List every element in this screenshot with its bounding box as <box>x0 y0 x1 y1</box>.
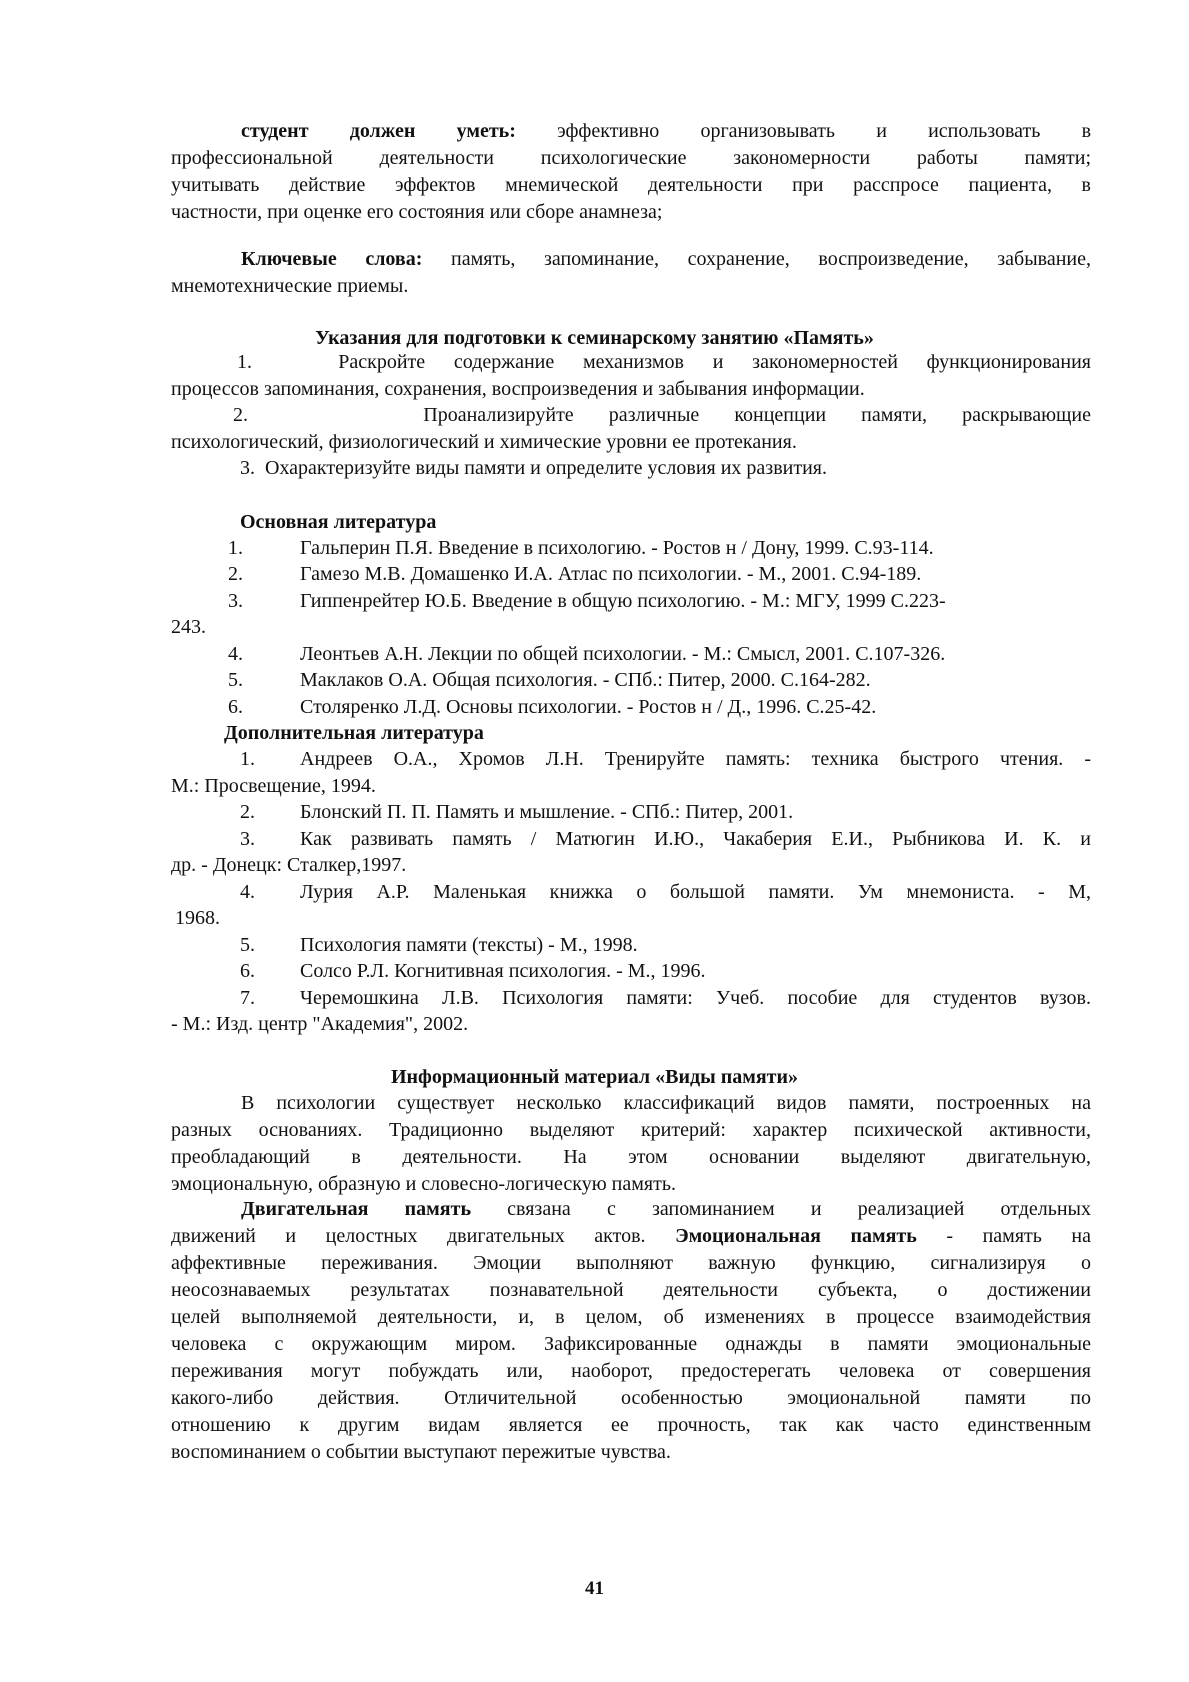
main-lit-number-6: 6. <box>228 696 243 718</box>
seminar-item-3: 3. Охарактеризуйте виды памяти и определите условия их развития. <box>240 457 827 479</box>
keywords-paragraph <box>171 246 1091 300</box>
main-lit-item-4: Леонтьев А.Н. Лекции по общей психологии. - М.: Смысл, 2001. С.107-326. <box>300 643 946 665</box>
extra-literature-heading: Дополнительная литература <box>224 722 484 744</box>
skills-line-1: студент должен уметь: эффективно организовывать и использовать в <box>241 120 1092 142</box>
seminar-item-number: 2. <box>233 404 248 426</box>
skills-line-4: частности, при оценке его состояния или сборе анамнеза; <box>171 201 663 223</box>
extra-lit-item-1: Андреев О.А., Хромов Л.Н. Тренируйте память: техника быстрого чтения. - <box>300 748 1091 770</box>
info-paragraph-1: В психологии существует несколько классификаций видов памяти, построенных на разных основаниях. Традиционно выделяют критерий: характер психической активности, преобладающий в деятельности. На этом основании выделяют двигательную, эмоциональную, образную и словесно-логическую память. <box>171 1092 1091 1195</box>
extra-lit-number-3: 3. <box>240 828 255 850</box>
info-heading: Информационный материал «Виды памяти» <box>390 1066 799 1088</box>
main-lit-number-2: 2. <box>228 563 243 585</box>
seminar-item-2: 2. Проанализируйте различные концепции памяти, раскрывающие психологический, физиологический и химические уровни ее протекания. <box>171 404 1091 453</box>
seminar-item-number: 3. <box>240 457 255 479</box>
info-paragraph-2: Двигательная память связана с запоминанием и реализацией отдельных движений и целостных двигательных актов. Эмоциональная память - память на аффективные переживания. Эмоции выполняют важную функцию, сигнализируя о неосознаваемых результатах познавательной деятельности субъекта, о достижении целей выполняемой деятельности, и, в целом, об изменениях в процессе взаимодействия человека с окружающим миром. Зафиксированные однажды в памяти эмоциональные переживания могут побуждать или, наоборот, предостерегать человека от совершения какого-либо действия. Отличительной особенностью эмоциональной памяти по отношению к другим видам является ее прочность, так как часто единственным воспоминанием о событии выступают пережитые чувства. <box>171 1198 1091 1463</box>
skills-lead: студент должен уметь: <box>241 120 516 142</box>
skills-line-2: профессиональной деятельности психологические закономерности работы памяти; <box>171 147 1091 169</box>
seminar-item-number: 1. <box>237 351 252 373</box>
extra-lit-item-7: Черемошкина Л.В. Психология памяти: Учеб. пособие для студентов вузов. <box>300 987 1091 1009</box>
seminar-item-1: 1. Раскройте содержание механизмов и закономерностей функционирования процессов запоминания, сохранения, воспроизведения и забывания информации. <box>171 351 1091 400</box>
keywords-line-2: мнемотехнические приемы. <box>171 275 409 297</box>
extra-lit-item-3-cont: др. - Донецк: Сталкер,1997. <box>171 854 407 876</box>
main-lit-number-1: 1. <box>228 537 243 559</box>
extra-lit-number-1: 1. <box>240 748 255 770</box>
main-lit-item-3-cont: 243. <box>171 616 206 638</box>
extra-lit-number-7: 7. <box>240 987 255 1009</box>
motor-memory-term: Двигательная память <box>241 1198 472 1220</box>
extra-lit-item-4-cont: 1968. <box>175 907 220 929</box>
main-lit-item-5: Маклаков О.А. Общая психология. - СПб.: Питер, 2000. С.164-282. <box>300 669 871 691</box>
seminar-heading: Указания для подготовки к семинарскому занятию «Память» <box>315 327 874 349</box>
main-lit-item-2: Гамезо М.В. Домашенко И.А. Атлас по психологии. - М., 2001. С.94-189. <box>300 563 922 585</box>
extra-lit-item-2: Блонский П. П. Память и мышление. - СПб.: Питер, 2001. <box>300 801 794 823</box>
extra-lit-item-1-cont: М.: Просвещение, 1994. <box>171 775 376 797</box>
keywords-lead: Ключевые слова: <box>241 248 423 270</box>
main-lit-item-1: Гальперин П.Я. Введение в психологию. - Ростов н / Дону, 1999. С.93-114. <box>300 537 934 559</box>
main-literature-heading: Основная литература <box>240 511 437 533</box>
page-number: 41 <box>585 1578 604 1599</box>
extra-lit-number-6: 6. <box>240 960 255 982</box>
keywords-line-1: Ключевые слова: память, запоминание, сохранение, воспроизведение, забывание, <box>241 248 1092 270</box>
main-lit-number-5: 5. <box>228 669 243 691</box>
extra-lit-item-6: Солсо Р.Л. Когнитивная психология. - М., 1996. <box>300 960 706 982</box>
skills-line-3: учитывать действие эффектов мнемической деятельности при расспросе пациента, в <box>171 174 1091 196</box>
main-lit-item-6: Столяренко Л.Д. Основы психологии. - Ростов н / Д., 1996. С.25-42. <box>300 696 877 718</box>
main-lit-number-3: 3. <box>228 590 243 612</box>
main-lit-number-4: 4. <box>228 643 243 665</box>
extra-lit-item-4: Лурия А.Р. Маленькая книжка о большой памяти. Ум мнемониста. - М, <box>300 881 1091 903</box>
skills-paragraph <box>171 118 1091 226</box>
extra-lit-item-3: Как развивать память / Матюгин И.Ю., Чакаберия Е.И., Рыбникова И. К. и <box>300 828 1091 850</box>
main-lit-item-3: Гиппенрейтер Ю.Б. Введение в общую психологию. - М.: МГУ, 1999 С.223- <box>300 590 946 612</box>
extra-lit-item-7-cont: - М.: Изд. центр "Академия", 2002. <box>171 1013 469 1035</box>
extra-lit-number-2: 2. <box>240 801 255 823</box>
extra-lit-item-5: Психология памяти (тексты) - М., 1998. <box>300 934 638 956</box>
extra-lit-number-5: 5. <box>240 934 255 956</box>
extra-lit-number-4: 4. <box>240 881 255 903</box>
emotional-memory-term: Эмоциональная память <box>675 1225 917 1247</box>
